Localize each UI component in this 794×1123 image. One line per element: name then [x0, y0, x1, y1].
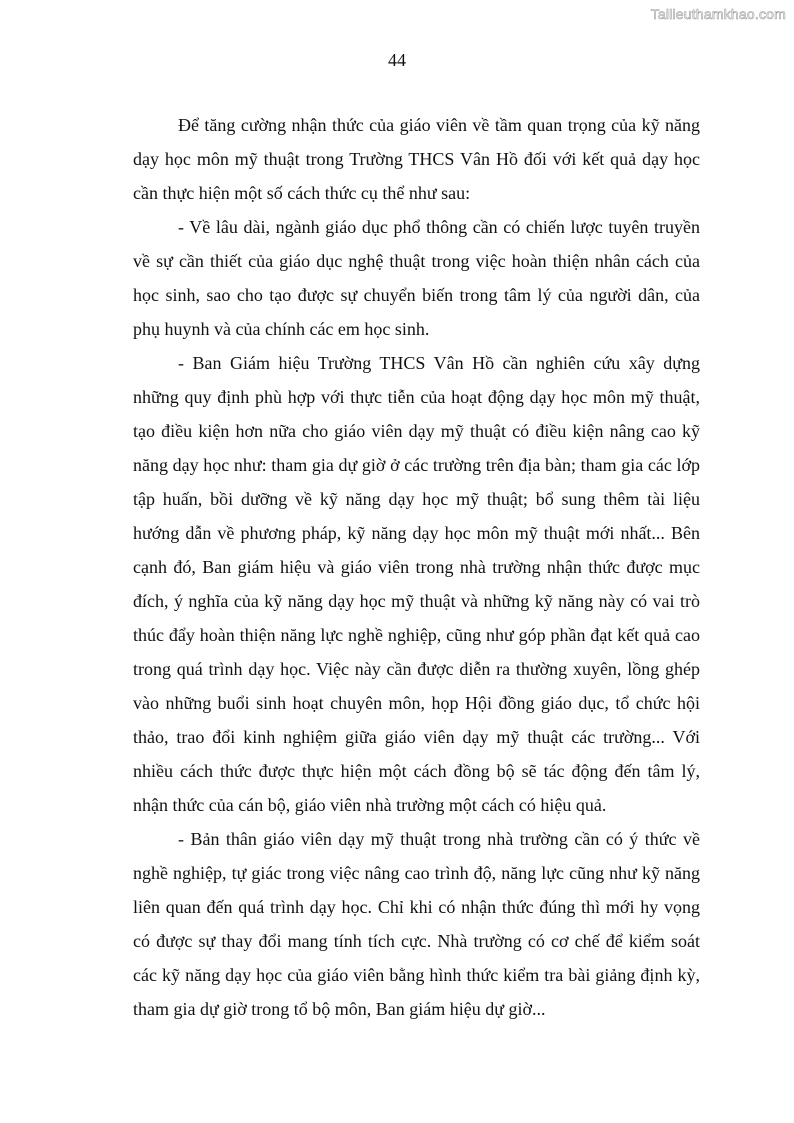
- document-body: [133, 108, 700, 1026]
- paragraph-school-board: - Ban Giám hiệu Trường THCS Vân Hồ cần nghiên cứu xây dựng những quy định phù hợp với thực tiễn của hoạt động dạy học môn mỹ thuật, tạo điều kiện hơn nữa cho giáo viên dạy mỹ thuật có điều kiện nâng cao kỹ năng dạy học như: tham gia dự giờ ở các trường trên địa bàn; tham gia các lớp tập huấn, bồi dưỡng về kỹ năng dạy học mỹ thuật; bổ sung thêm tài liệu hướng dẫn về phương pháp, kỹ năng dạy học môn mỹ thuật mới nhất... Bên cạnh đó, Ban giám hiệu và giáo viên trong nhà trường nhận thức được mục đích, ý nghĩa của kỹ năng dạy học mỹ thuật và những kỹ năng này có vai trò thúc đẩy hoàn thiện năng lực nghề nghiệp, cũng như góp phần đạt kết quả cao trong quá trình dạy học. Việc này cần được diễn ra thường xuyên, lồng ghép vào những buổi sinh hoạt chuyên môn, họp Hội đồng giáo dục, tổ chức hội thảo, trao đổi kinh nghiệm giữa giáo viên dạy mỹ thuật các trường... Với nhiều cách thức được thực hiện một cách đồng bộ sẽ tác động đến tâm lý, nhận thức của cán bộ, giáo viên nhà trường một cách có hiệu quả.: [133, 353, 700, 815]
- paragraph-long-term-strategy: - Về lâu dài, ngành giáo dục phổ thông cần có chiến lược tuyên truyền về sự cần thiết của giáo dục nghệ thuật trong việc hoàn thiện nhân cách của học sinh, sao cho tạo được sự chuyển biến trong tâm lý của người dân, của phụ huynh và của chính các em học sinh.: [133, 217, 700, 339]
- watermark: Tailieuthamkhao.com: [650, 6, 786, 22]
- page-number: 44: [388, 50, 406, 70]
- paragraph-intro: Để tăng cường nhận thức của giáo viên về tầm quan trọng của kỹ năng dạy học môn mỹ thuật trong Trường THCS Vân Hồ đối với kết quả dạy học cần thực hiện một số cách thức cụ thể như sau:: [133, 115, 700, 203]
- paragraph-teacher-awareness: - Bản thân giáo viên dạy mỹ thuật trong nhà trường cần có ý thức về nghề nghiệp, tự giác trong việc nâng cao trình độ, năng lực cũng như kỹ năng liên quan đến quá trình dạy học. Chỉ khi có nhận thức đúng thì mới hy vọng có được sự thay đổi mang tính tích cực. Nhà trường có cơ chế để kiểm soát các kỹ năng dạy học của giáo viên bằng hình thức kiểm tra bài giảng định kỳ, tham gia dự giờ trong tổ bộ môn, Ban giám hiệu dự giờ...: [133, 829, 700, 1019]
